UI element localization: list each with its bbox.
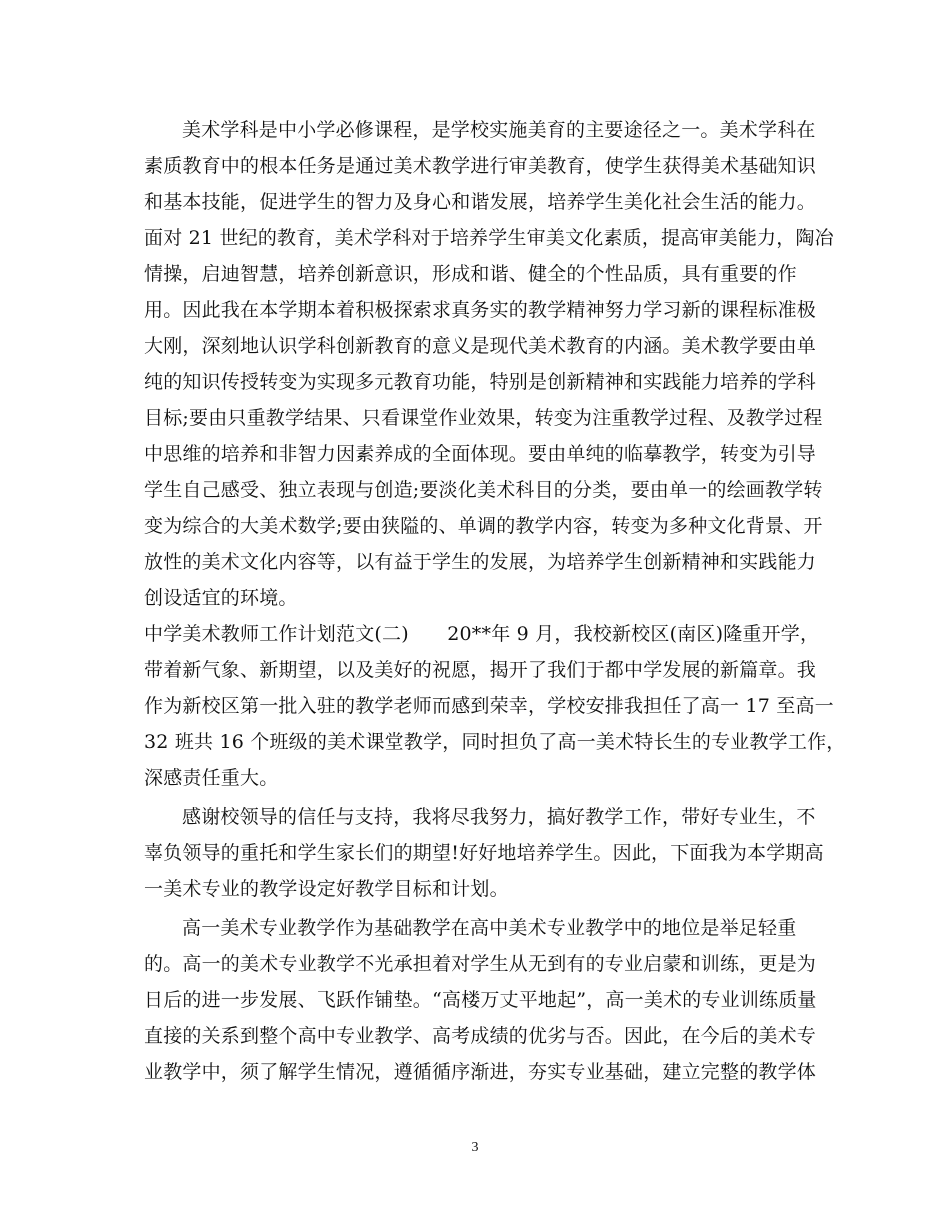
text-line: 变为综合的大美术数学;要由狭隘的、单调的教学内容，转变为多种文化背景、开 bbox=[144, 515, 823, 537]
text-line: 用。因此我在本学期本着积极探索求真务实的教学精神努力学习新的课程标准极 bbox=[144, 299, 817, 321]
page-number: 3 bbox=[471, 1140, 479, 1155]
section-heading-line: 中学美术教师工作计划范文(二) 20**年 9 月，我校新校区(南区)隆重开学， bbox=[144, 623, 820, 645]
text-line: 学生自己感受、独立表现与创造;要淡化美术科目的分类，要由单一的绘画教学转 bbox=[144, 479, 823, 501]
text-line: 和基本技能，促进学生的智力及身心和谐发展，培养学生美化社会生活的能力。 bbox=[144, 191, 817, 213]
text-line: 美术学科是中小学必修课程，是学校实施美育的主要途径之一。美术学科在 bbox=[182, 119, 816, 141]
text-line: 作为新校区第一批入驻的教学老师而感到荣幸，学校安排我担任了高一 17 至高一 bbox=[144, 695, 834, 717]
text-line: 业教学中，须了解学生情况，遵循循序渐进，夯实专业基础，建立完整的教学体 bbox=[144, 1061, 817, 1083]
text-line: 中思维的培养和非智力因素养成的全面体现。要由单纯的临摹教学，转变为引导 bbox=[144, 443, 817, 465]
text-line: 放性的美术文化内容等，以有益于学生的发展，为培养学生创新精神和实践能力 bbox=[144, 551, 817, 573]
text-line: 一美术专业的教学设定好教学目标和计划。 bbox=[144, 878, 509, 900]
text-line: 目标;要由只重教学结果、只看课堂作业效果，转变为注重教学过程、及教学过程 bbox=[144, 407, 823, 429]
text-line: 情操，启迪智慧，培养创新意识，形成和谐、健全的个性品质，具有重要的作 bbox=[144, 263, 797, 285]
text-line: 面对 21 世纪的教育，美术学科对于培养学生审美文化素质，提高审美能力，陶冶 bbox=[144, 227, 834, 249]
text-line: 创设适宜的环境。 bbox=[144, 587, 298, 609]
text-line: 辜负领导的重托和学生家长们的期望!好好地培养学生。因此，下面我为本学期高 bbox=[144, 842, 824, 864]
text-line: 带着新气象、新期望，以及美好的祝愿，揭开了我们于都中学发展的新篇章。我 bbox=[144, 659, 817, 681]
text-line: 的。高一的美术专业教学不光承担着对学生从无到有的专业启蒙和训练，更是为 bbox=[144, 953, 817, 975]
text-line: 32 班共 16 个班级的美术课堂教学，同时担负了高一美术特长生的专业教学工作， bbox=[144, 731, 846, 753]
text-line: 直接的关系到整个高中专业教学、高考成绩的优劣与否。因此，在今后的美术专 bbox=[144, 1025, 817, 1047]
text-line: 日后的进一步发展、飞跃作铺垫。“高楼万丈平地起”，高一美术的专业训练质量 bbox=[144, 989, 817, 1011]
text-line: 素质教育中的根本任务是通过美术教学进行审美教育，使学生获得美术基础知识 bbox=[144, 155, 817, 177]
text-line: 纯的知识传授转变为实现多元教育功能，特别是创新精神和实践能力培养的学科 bbox=[144, 371, 817, 393]
text-line: 大刚，深刻地认识学科创新教育的意义是现代美术教育的内涵。美术教学要由单 bbox=[144, 335, 817, 357]
text-line: 高一美术专业教学作为基础教学在高中美术专业教学中的地位是举足轻重 bbox=[182, 917, 797, 939]
text-line: 深感责任重大。 bbox=[144, 767, 279, 789]
text-line: 感谢校领导的信任与支持，我将尽我努力，搞好教学工作，带好专业生，不 bbox=[182, 806, 816, 828]
